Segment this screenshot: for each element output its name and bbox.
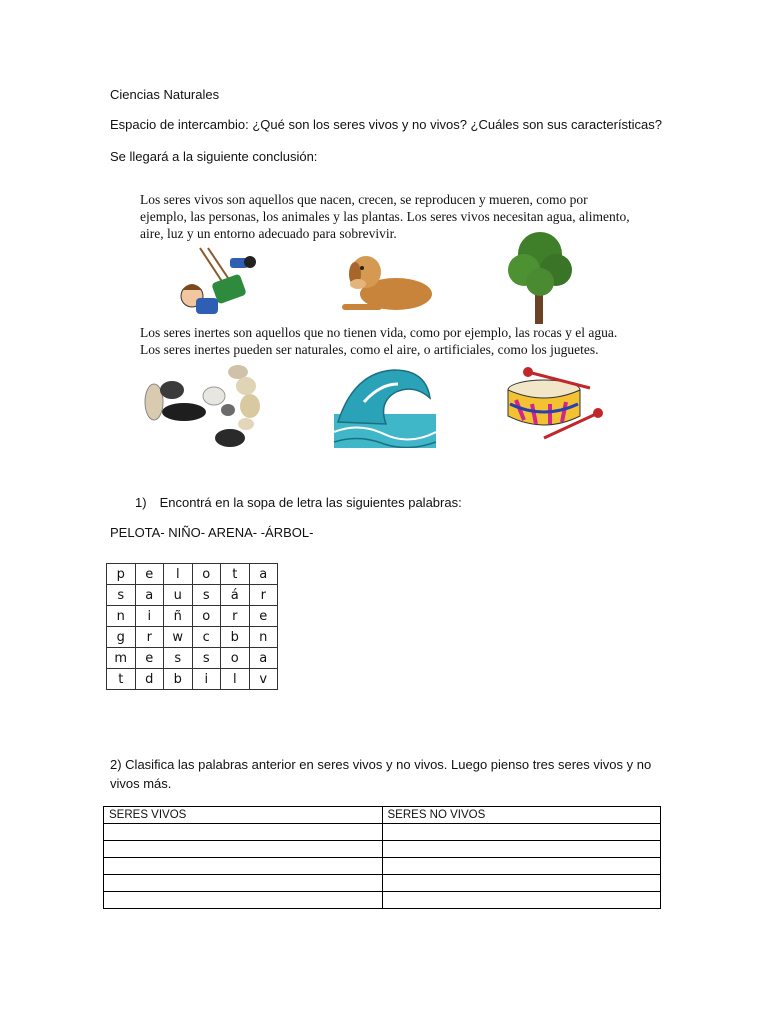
question-2-line-2: vivos más. xyxy=(110,776,172,791)
table-cell[interactable] xyxy=(382,892,661,909)
grid-row xyxy=(107,564,278,585)
child-swing-icon xyxy=(170,246,260,322)
inert-beings-text: Los seres inertes son aquellos que no tienen vida, como por ejemplo, las rocas y el agua. Los seres inertes pueden ser naturales, como el aire, o artificiales, como los juguetes. xyxy=(140,325,618,357)
table-cell[interactable] xyxy=(382,858,661,875)
grid-cell: p xyxy=(107,564,136,585)
tree-icon xyxy=(500,226,580,326)
word-search-grid xyxy=(106,563,278,690)
table-row xyxy=(104,875,661,892)
conclusion-intro: Se llegará a la siguiente conclusión: xyxy=(110,149,318,164)
grid-cell: d xyxy=(135,669,164,690)
grid-cell: s xyxy=(192,585,221,606)
table-row xyxy=(104,841,661,858)
grid-row xyxy=(107,669,278,690)
dog-icon xyxy=(336,248,436,316)
table-cell[interactable] xyxy=(382,841,661,858)
grid-cell: i xyxy=(192,669,221,690)
grid-cell: s xyxy=(192,648,221,669)
question-1 xyxy=(135,494,462,512)
grid-cell: l xyxy=(221,669,250,690)
table-cell[interactable] xyxy=(104,841,383,858)
grid-cell: t xyxy=(107,669,136,690)
grid-cell: n xyxy=(249,627,278,648)
grid-cell: w xyxy=(164,627,193,648)
table-cell[interactable] xyxy=(382,824,661,841)
word-list: PELOTA- NIÑO- ARENA- -ÁRBOL- xyxy=(110,525,314,540)
grid-row xyxy=(107,606,278,627)
header-seres-no-vivos: SERES NO VIVOS xyxy=(382,807,661,824)
grid-cell: ñ xyxy=(164,606,193,627)
grid-cell: r xyxy=(135,627,164,648)
question-1-number: 1) xyxy=(135,495,147,510)
grid-cell: u xyxy=(164,585,193,606)
grid-cell: a xyxy=(135,585,164,606)
table-row xyxy=(104,892,661,909)
grid-row xyxy=(107,627,278,648)
grid-cell: e xyxy=(135,648,164,669)
wave-icon xyxy=(334,362,436,448)
grid-cell: b xyxy=(221,627,250,648)
grid-cell: m xyxy=(107,648,136,669)
grid-cell: r xyxy=(249,585,278,606)
grid-row xyxy=(107,648,278,669)
table-header-row xyxy=(104,807,661,824)
grid-cell: i xyxy=(135,606,164,627)
grid-cell: o xyxy=(192,606,221,627)
header-seres-vivos: SERES VIVOS xyxy=(104,807,383,824)
table-cell[interactable] xyxy=(382,875,661,892)
grid-cell: e xyxy=(249,606,278,627)
subject-title: Ciencias Naturales xyxy=(110,87,220,102)
classification-table xyxy=(103,806,661,909)
grid-cell: l xyxy=(164,564,193,585)
grid-cell: o xyxy=(221,648,250,669)
exchange-question: Espacio de intercambio: ¿Qué son los seres vivos y no vivos? ¿Cuáles son sus características? xyxy=(110,117,663,132)
grid-cell: á xyxy=(221,585,250,606)
grid-cell: g xyxy=(107,627,136,648)
grid-cell: c xyxy=(192,627,221,648)
table-row xyxy=(104,824,661,841)
grid-cell: a xyxy=(249,564,278,585)
drum-icon xyxy=(504,364,608,446)
conclusion-figure xyxy=(108,176,643,451)
grid-cell: s xyxy=(107,585,136,606)
question-2-line-1: 2) Clasifica las palabras anterior en seres vivos y no vivos. Luego pienso tres seres vivos y no xyxy=(110,757,652,772)
rocks-icon xyxy=(142,362,262,450)
grid-cell: r xyxy=(221,606,250,627)
table-cell[interactable] xyxy=(104,858,383,875)
grid-cell: t xyxy=(221,564,250,585)
table-cell[interactable] xyxy=(104,875,383,892)
grid-cell: e xyxy=(135,564,164,585)
grid-cell: o xyxy=(192,564,221,585)
question-1-text: Encontrá en la sopa de letra las siguientes palabras: xyxy=(159,495,462,510)
grid-cell: s xyxy=(164,648,193,669)
grid-cell: a xyxy=(249,648,278,669)
living-beings-text: Los seres vivos son aquellos que nacen, crecen, se reproducen y mueren, como por ejemplo, las personas, los animales y las plantas. Los seres vivos necesitan agua, alimento, aire, luz y un entorno adecuado para sobrevivir. xyxy=(140,192,630,241)
grid-row xyxy=(107,585,278,606)
grid-cell: b xyxy=(164,669,193,690)
table-cell[interactable] xyxy=(104,892,383,909)
table-row xyxy=(104,858,661,875)
grid-cell: n xyxy=(107,606,136,627)
grid-cell: v xyxy=(249,669,278,690)
table-cell[interactable] xyxy=(104,824,383,841)
